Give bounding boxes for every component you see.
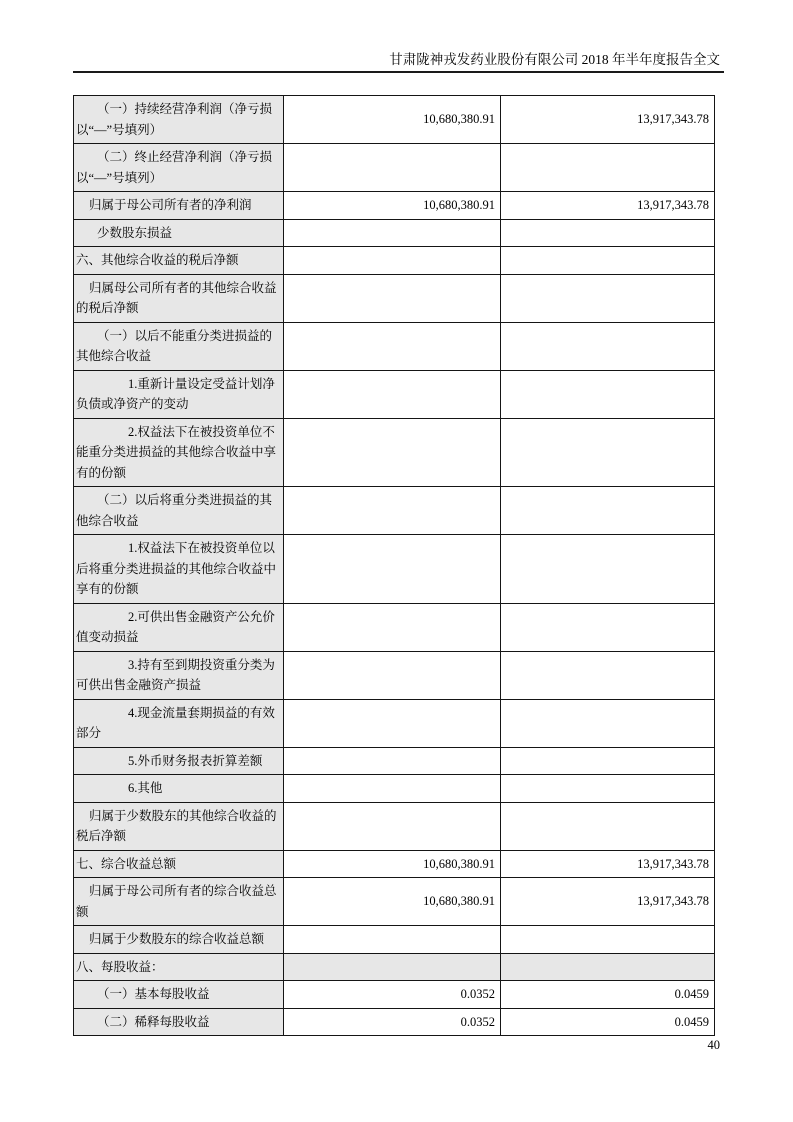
row-value-current-period: 0.0352 [284, 1008, 501, 1036]
row-value-prior-period [501, 802, 715, 850]
row-label: 归属于母公司所有者的综合收益总额 [74, 878, 284, 926]
table-row [74, 603, 715, 651]
row-value-current-period [284, 603, 501, 651]
row-value-prior-period [501, 144, 715, 192]
row-value-current-period [284, 775, 501, 803]
table-row [74, 953, 715, 981]
row-label: 归属于少数股东的其他综合收益的税后净额 [74, 802, 284, 850]
row-value-current-period: 0.0352 [284, 981, 501, 1009]
row-value-prior-period [501, 926, 715, 954]
row-value-current-period [284, 144, 501, 192]
row-value-current-period [284, 747, 501, 775]
table-row [74, 775, 715, 803]
table-row [74, 418, 715, 487]
table-row [74, 144, 715, 192]
row-label: 2.权益法下在被投资单位不能重分类进损益的其他综合收益中享有的份额 [74, 418, 284, 487]
table-row [74, 1008, 715, 1036]
table-row [74, 802, 715, 850]
row-value-prior-period [501, 487, 715, 535]
table-row [74, 651, 715, 699]
row-value-current-period: 10,680,380.91 [284, 850, 501, 878]
row-value-prior-period [501, 747, 715, 775]
row-value-prior-period [501, 274, 715, 322]
row-label: 4.现金流量套期损益的有效部分 [74, 699, 284, 747]
row-value-prior-period [501, 418, 715, 487]
row-label: 1.重新计量设定受益计划净负债或净资产的变动 [74, 370, 284, 418]
table-row [74, 219, 715, 247]
row-value-current-period: 10,680,380.91 [284, 96, 501, 144]
row-value-prior-period [501, 775, 715, 803]
row-value-prior-period [501, 651, 715, 699]
row-value-prior-period [501, 219, 715, 247]
row-value-current-period [284, 274, 501, 322]
row-label: 5.外币财务报表折算差额 [74, 747, 284, 775]
row-value-prior-period: 13,917,343.78 [501, 850, 715, 878]
row-value-prior-period [501, 322, 715, 370]
table-body [74, 96, 715, 1036]
row-value-current-period: 10,680,380.91 [284, 878, 501, 926]
table-row [74, 747, 715, 775]
row-value-prior-period [501, 953, 715, 981]
row-value-current-period [284, 370, 501, 418]
row-label: （二）终止经营净利润（净亏损以“—”号填列） [74, 144, 284, 192]
row-label: 2.可供出售金融资产公允价值变动损益 [74, 603, 284, 651]
row-label: 六、其他综合收益的税后净额 [74, 247, 284, 275]
header-rule [73, 71, 724, 73]
row-value-current-period [284, 418, 501, 487]
row-label: 七、综合收益总额 [74, 850, 284, 878]
row-value-prior-period: 13,917,343.78 [501, 878, 715, 926]
table-row [74, 192, 715, 220]
table-row [74, 981, 715, 1009]
row-value-current-period [284, 926, 501, 954]
report-header-title: 甘肃陇神戎发药业股份有限公司 2018 年半年度报告全文 [389, 52, 720, 67]
table-row [74, 487, 715, 535]
row-label: 归属于母公司所有者的净利润 [74, 192, 284, 220]
table-row [74, 370, 715, 418]
row-value-current-period [284, 247, 501, 275]
row-label: （二）以后将重分类进损益的其他综合收益 [74, 487, 284, 535]
row-value-prior-period: 0.0459 [501, 981, 715, 1009]
row-value-prior-period: 13,917,343.78 [501, 96, 715, 144]
table-row [74, 926, 715, 954]
row-value-current-period: 10,680,380.91 [284, 192, 501, 220]
row-value-current-period [284, 487, 501, 535]
table-row [74, 322, 715, 370]
table-row [74, 96, 715, 144]
row-value-prior-period [501, 699, 715, 747]
row-value-current-period [284, 219, 501, 247]
row-label: （二）稀释每股收益 [74, 1008, 284, 1036]
row-value-current-period [284, 953, 501, 981]
row-value-prior-period [501, 370, 715, 418]
row-label: （一）持续经营净利润（净亏损以“—”号填列） [74, 96, 284, 144]
row-value-prior-period: 0.0459 [501, 1008, 715, 1036]
page-number: 40 [707, 1038, 720, 1052]
row-label: 6.其他 [74, 775, 284, 803]
row-value-current-period [284, 651, 501, 699]
row-label: （一）以后不能重分类进损益的其他综合收益 [74, 322, 284, 370]
table-row [74, 850, 715, 878]
row-label: 归属于少数股东的综合收益总额 [74, 926, 284, 954]
row-value-prior-period [501, 535, 715, 604]
row-value-current-period [284, 535, 501, 604]
row-value-prior-period [501, 247, 715, 275]
table-row [74, 274, 715, 322]
row-label: 归属母公司所有者的其他综合收益的税后净额 [74, 274, 284, 322]
row-value-current-period [284, 699, 501, 747]
row-label: 1.权益法下在被投资单位以后将重分类进损益的其他综合收益中享有的份额 [74, 535, 284, 604]
row-value-prior-period: 13,917,343.78 [501, 192, 715, 220]
row-label: 少数股东损益 [74, 219, 284, 247]
table-row [74, 247, 715, 275]
table-row [74, 878, 715, 926]
comprehensive-income-table [73, 95, 715, 1036]
row-label: 3.持有至到期投资重分类为可供出售金融资产损益 [74, 651, 284, 699]
row-value-current-period [284, 802, 501, 850]
table-row [74, 699, 715, 747]
row-value-current-period [284, 322, 501, 370]
row-label: （一）基本每股收益 [74, 981, 284, 1009]
row-value-prior-period [501, 603, 715, 651]
row-label: 八、每股收益： [74, 953, 284, 981]
table-row [74, 535, 715, 604]
